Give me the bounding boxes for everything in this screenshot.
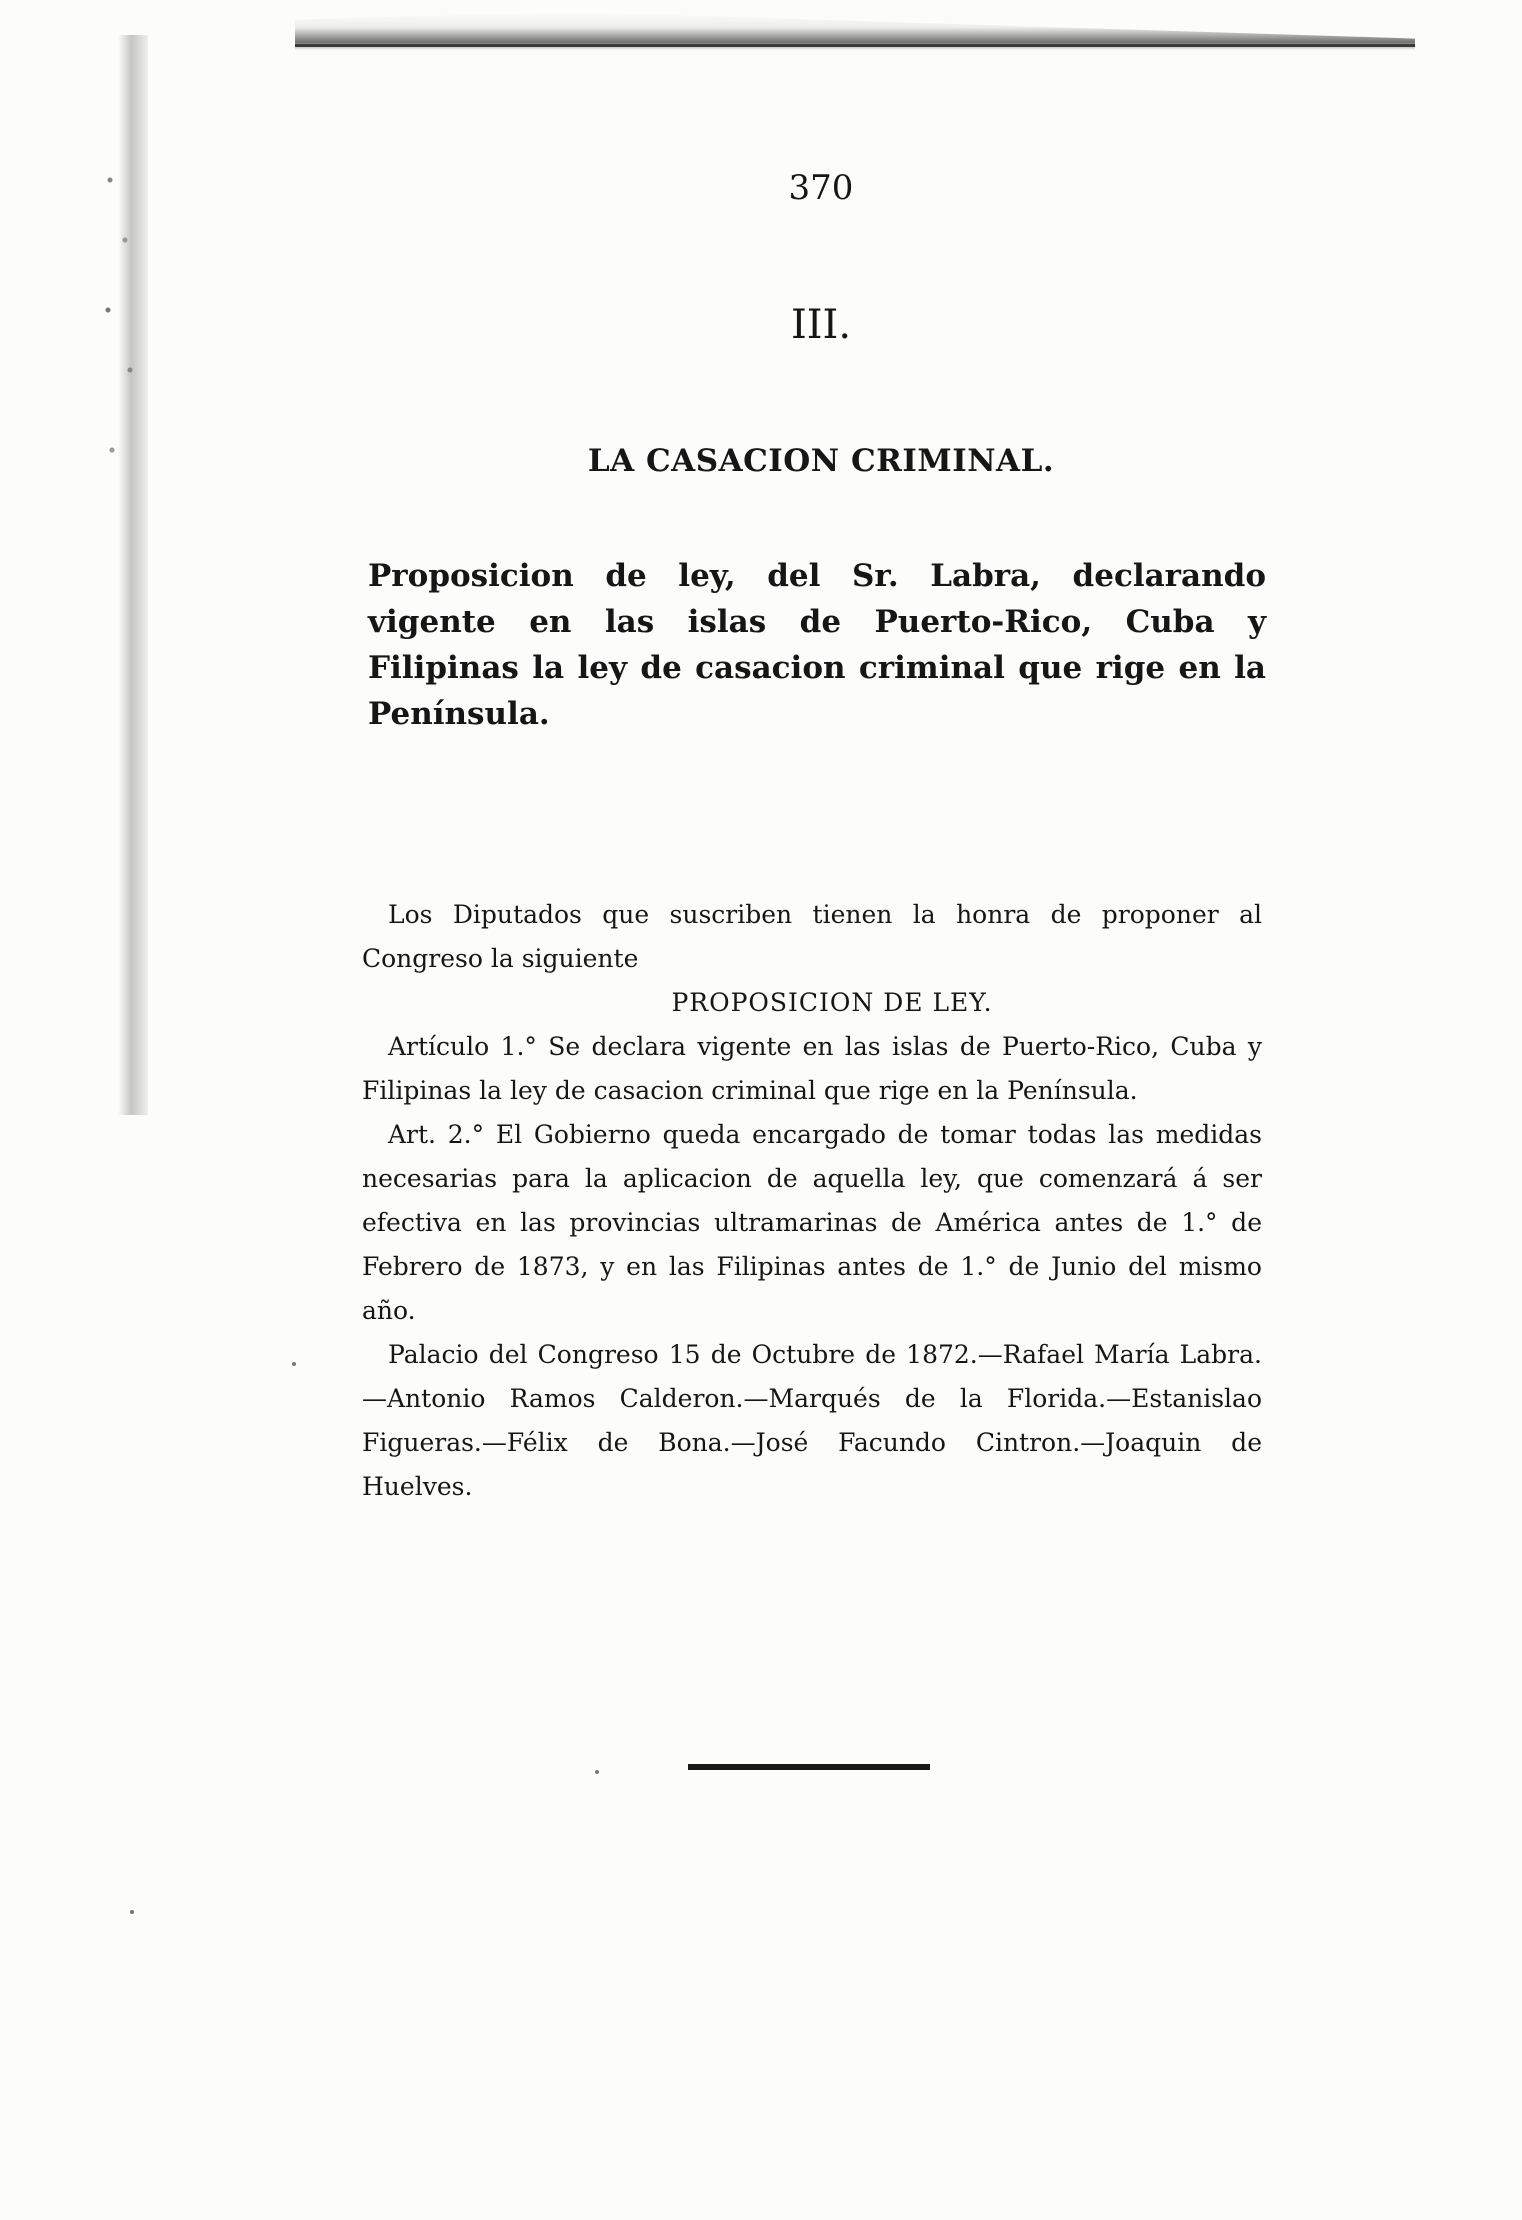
- intro-paragraph: Los Diputados que suscriben tienen la honra de proponer al Congreso la siguiente: [362, 900, 1262, 973]
- scan-speck: [595, 1770, 599, 1774]
- article-2: Art. 2.° El Gobierno queda encargado de tomar todas las medidas necesarias para la aplicacion de aquella ley, que comenzará á ser efectiva en las provincias ultramarinas de América antes de 1.° de Febrero de 1873, y en las Filipinas antes de 1.° de Junio del mismo año.: [362, 1120, 1262, 1325]
- closing-rule: [688, 1764, 930, 1770]
- section-number: III.: [790, 302, 852, 348]
- proposal-subheading: PROPOSICION DE LEY.: [671, 988, 993, 1017]
- scan-speck: [130, 1910, 134, 1914]
- article-1: Artículo 1.° Se declara vigente en las islas de Puerto-Rico, Cuba y Filipinas la ley de casacion criminal que rige en la Península.: [362, 1032, 1262, 1105]
- body-text: [362, 893, 1262, 1509]
- scan-top-line-artifact: [295, 44, 1415, 47]
- chapter-title: LA CASACION CRIMINAL.: [587, 443, 1055, 479]
- scan-speck: [292, 1362, 296, 1366]
- signatures-paragraph: Palacio del Congreso 15 de Octubre de 1872.—Rafael María Labra.—Antonio Ramos Calderon.—Marqués de la Florida.—Estanislao Figueras.—Félix de Bona.—José Facundo Cintron.—Joaquin de Huelves.: [362, 1340, 1262, 1501]
- page-number: 370: [788, 168, 854, 208]
- proposal-heading: Proposicion de ley, del Sr. Labra, declarando vigente en las islas de Puerto-Rico, Cuba y Filipinas la ley de casacion criminal que rige en la Península.: [368, 558, 1266, 732]
